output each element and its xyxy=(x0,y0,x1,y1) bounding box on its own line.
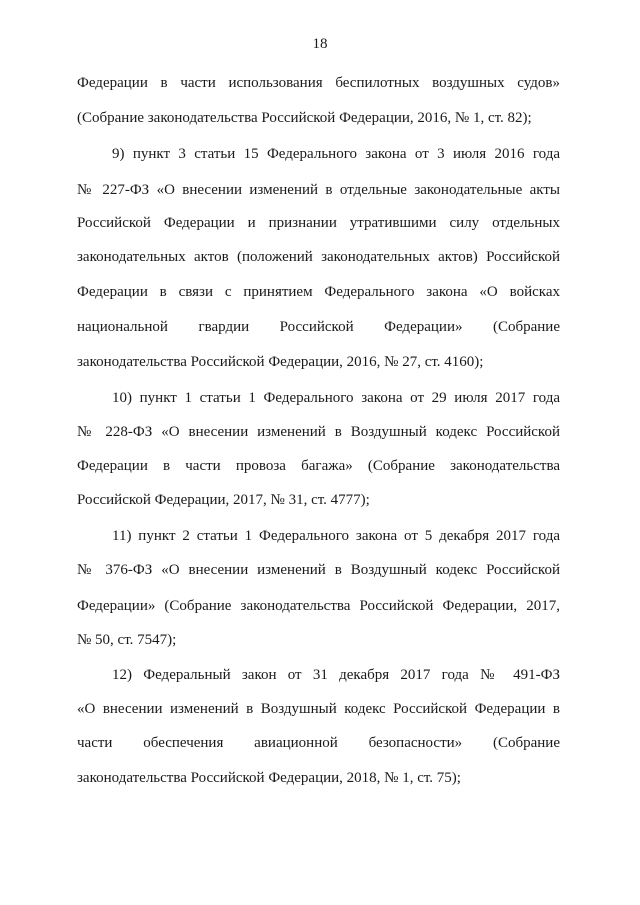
paragraph-start-line: 10) пункт 1 статьи 1 Федерального закона от 29 июля 2017 года xyxy=(112,390,560,406)
text-line: № 227-ФЗ «О внесении изменений в отдельные законодательные акты xyxy=(77,182,560,198)
text-line: «О внесении изменений в Воздушный кодекс Российской Федерации в xyxy=(77,701,560,717)
text-line: Российской Федерации, 2017, № 31, ст. 4777); xyxy=(77,492,370,508)
text-line: № 228-ФЗ «О внесении изменений в Воздушный кодекс Российской xyxy=(77,424,560,440)
paragraph-start-line: 9) пункт 3 статьи 15 Федерального закона от 3 июля 2016 года xyxy=(112,146,560,162)
text-line: (Собрание законодательства Российской Федерации, 2016, № 1, ст. 82); xyxy=(77,110,532,126)
text-line: Российской Федерации и признании утратившими силу отдельных xyxy=(77,215,560,231)
text-line: Федерации» (Собрание законодательства Российской Федерации, 2017, xyxy=(77,598,560,614)
paragraph-start-line: 12) Федеральный закон от 31 декабря 2017 года № 491-ФЗ xyxy=(112,667,560,683)
text-line: Федерации в части провоза багажа» (Собрание законодательства xyxy=(77,458,560,474)
text-line: № 376-ФЗ «О внесении изменений в Воздушный кодекс Российской xyxy=(77,562,560,578)
text-line: № 50, ст. 7547); xyxy=(77,632,177,648)
paragraph-start-line: 11) пункт 2 статьи 1 Федерального закона от 5 декабря 2017 года xyxy=(112,528,560,544)
text-line: национальной гвардии Российской Федерации» (Собрание xyxy=(77,319,560,335)
text-line: Федерации в связи с принятием Федерального закона «О войсках xyxy=(77,284,560,300)
page-number: 18 xyxy=(312,36,328,52)
text-line: законодательства Российской Федерации, 2016, № 27, ст. 4160); xyxy=(77,354,484,370)
text-line: законодательных актов (положений законодательных актов) Российской xyxy=(77,249,560,265)
text-line: законодательства Российской Федерации, 2018, № 1, ст. 75); xyxy=(77,770,461,786)
text-line: Федерации в части использования беспилотных воздушных судов» xyxy=(77,75,560,91)
text-line: части обеспечения авиационной безопасности» (Собрание xyxy=(77,735,560,751)
